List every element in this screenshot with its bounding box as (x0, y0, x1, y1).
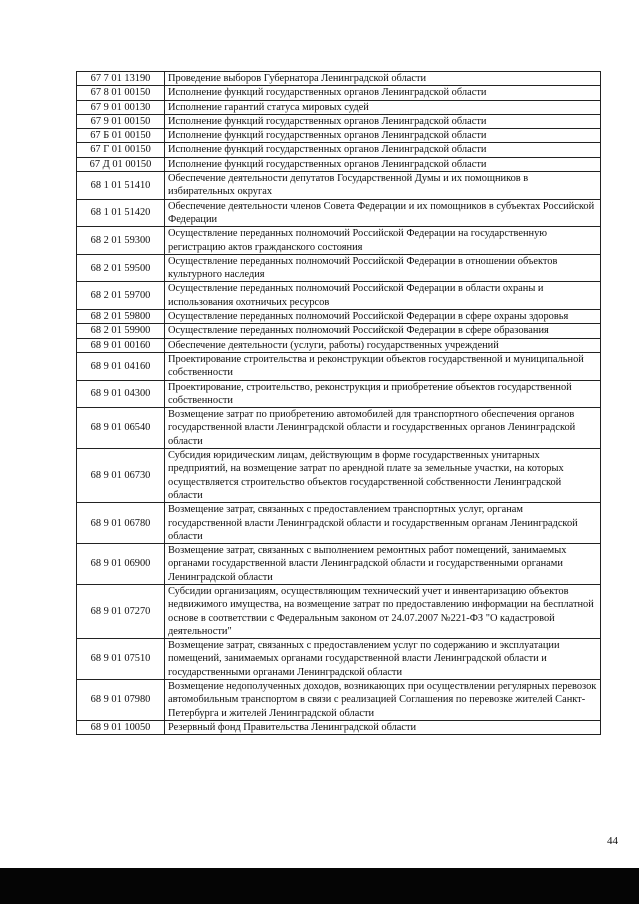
row-name: Исполнение функций государственных органов Ленинградской области (165, 114, 601, 128)
table-row (77, 157, 601, 171)
row-name: Осуществление переданных полномочий Российской Федерации в отношении объектов культурного наследия (165, 254, 601, 282)
row-name: Исполнение функций государственных органов Ленинградской области (165, 86, 601, 100)
table-row (77, 254, 601, 282)
row-name: Исполнение гарантий статуса мировых судей (165, 100, 601, 114)
row-name: Субсидия юридическим лицам, действующим в форме государственных унитарных предприятий, на возмещение затрат по арендной плате за земельные участки, на которых осуществляется строительство объектов государственной собственности Ленинградской области (165, 449, 601, 503)
row-code: 67 7 01 13190 (77, 72, 165, 86)
row-code: 68 2 01 59500 (77, 254, 165, 282)
table-row (77, 129, 601, 143)
table-row (77, 449, 601, 503)
table-row (77, 544, 601, 585)
table-row (77, 143, 601, 157)
table-row (77, 720, 601, 734)
row-name: Исполнение функций государственных органов Ленинградской области (165, 129, 601, 143)
row-code: 68 2 01 59900 (77, 324, 165, 338)
row-name: Проектирование, строительство, реконструкция и приобретение объектов государственной собственности (165, 380, 601, 408)
row-name: Возмещение затрат, связанных с выполнением ремонтных работ помещений, занимаемых органами государственной власти Ленинградской области и государственными органами Ленинградской области (165, 544, 601, 585)
page-number: 44 (607, 835, 618, 847)
table-row (77, 503, 601, 544)
row-code: 68 9 01 07980 (77, 680, 165, 721)
row-code: 68 9 01 04300 (77, 380, 165, 408)
row-code: 68 9 01 06730 (77, 449, 165, 503)
row-code: 67 Г 01 00150 (77, 143, 165, 157)
row-name: Возмещение затрат по приобретению автомобилей для транспортного обеспечения органов государственной власти Ленинградской области и государственных органов Ленинградской области (165, 408, 601, 449)
row-code: 68 1 01 51420 (77, 199, 165, 227)
row-code: 68 9 01 06540 (77, 408, 165, 449)
table-row (77, 72, 601, 86)
row-code: 67 8 01 00150 (77, 86, 165, 100)
row-name: Возмещение затрат, связанных с предоставлением услуг по содержанию и эксплуатации помещений, занимаемых органами государственной власти Ленинградской области и государственными органами Ленинградской области (165, 639, 601, 680)
table-row (77, 100, 601, 114)
table-row (77, 86, 601, 100)
table-row (77, 199, 601, 227)
table-row (77, 282, 601, 310)
row-code: 68 2 01 59800 (77, 310, 165, 324)
budget-classification-table (76, 71, 601, 735)
row-code: 68 9 01 06900 (77, 544, 165, 585)
row-code: 67 Б 01 00150 (77, 129, 165, 143)
row-name: Субсидии организациям, осуществляющим технический учет и инвентаризацию объектов недвижимого имущества, на возмещение затрат по предоставлению информации на бесплатной основе в соответствии с Федеральным законом от 24.07.2007 №221-ФЗ "О кадастровой деятельности" (165, 584, 601, 638)
row-code: 67 Д 01 00150 (77, 157, 165, 171)
row-name: Проведение выборов Губернатора Ленинградской области (165, 72, 601, 86)
row-name: Обеспечение деятельности (услуги, работы) государственных учреждений (165, 338, 601, 352)
table-row (77, 114, 601, 128)
row-name: Осуществление переданных полномочий Российской Федерации в сфере образования (165, 324, 601, 338)
table-row (77, 338, 601, 352)
row-name: Проектирование строительства и реконструкции объектов государственной и муниципальной собственности (165, 352, 601, 380)
row-name: Осуществление переданных полномочий Российской Федерации в сфере охраны здоровья (165, 310, 601, 324)
table-row (77, 324, 601, 338)
table-row (77, 584, 601, 638)
row-code: 67 9 01 00150 (77, 114, 165, 128)
row-name: Резервный фонд Правительства Ленинградской области (165, 720, 601, 734)
row-code: 68 9 01 10050 (77, 720, 165, 734)
row-code: 68 9 01 00160 (77, 338, 165, 352)
table-row (77, 352, 601, 380)
row-code: 68 9 01 07270 (77, 584, 165, 638)
row-name: Обеспечение деятельности членов Совета Федерации и их помощников в субъектах Российской Федерации (165, 199, 601, 227)
row-code: 68 9 01 04160 (77, 352, 165, 380)
table-row (77, 172, 601, 200)
row-name: Возмещение затрат, связанных с предоставлением транспортных услуг, органам государственной власти Ленинградской области и государственным органам Ленинградской области (165, 503, 601, 544)
table-row (77, 227, 601, 255)
row-code: 68 2 01 59700 (77, 282, 165, 310)
row-name: Возмещение недополученных доходов, возникающих при осуществлении регулярных перевозок автомобильным транспортом в связи с реализацией Соглашения по перевозке жителей Санкт-Петербурга и жителей Ленинградской области (165, 680, 601, 721)
table-row (77, 639, 601, 680)
row-name: Осуществление переданных полномочий Российской Федерации в области охраны и использования охотничьих ресурсов (165, 282, 601, 310)
table-row (77, 680, 601, 721)
row-name: Осуществление переданных полномочий Российской Федерации на государственную регистрацию актов гражданского состояния (165, 227, 601, 255)
row-name: Исполнение функций государственных органов Ленинградской области (165, 143, 601, 157)
row-code: 68 1 01 51410 (77, 172, 165, 200)
table-row (77, 380, 601, 408)
row-code: 67 9 01 00130 (77, 100, 165, 114)
row-code: 68 9 01 06780 (77, 503, 165, 544)
row-name: Обеспечение деятельности депутатов Государственной Думы и их помощников в избирательных округах (165, 172, 601, 200)
table-row (77, 310, 601, 324)
row-code: 68 9 01 07510 (77, 639, 165, 680)
table-row (77, 408, 601, 449)
row-name: Исполнение функций государственных органов Ленинградской области (165, 157, 601, 171)
row-code: 68 2 01 59300 (77, 227, 165, 255)
scan-edge-bar (0, 868, 639, 904)
